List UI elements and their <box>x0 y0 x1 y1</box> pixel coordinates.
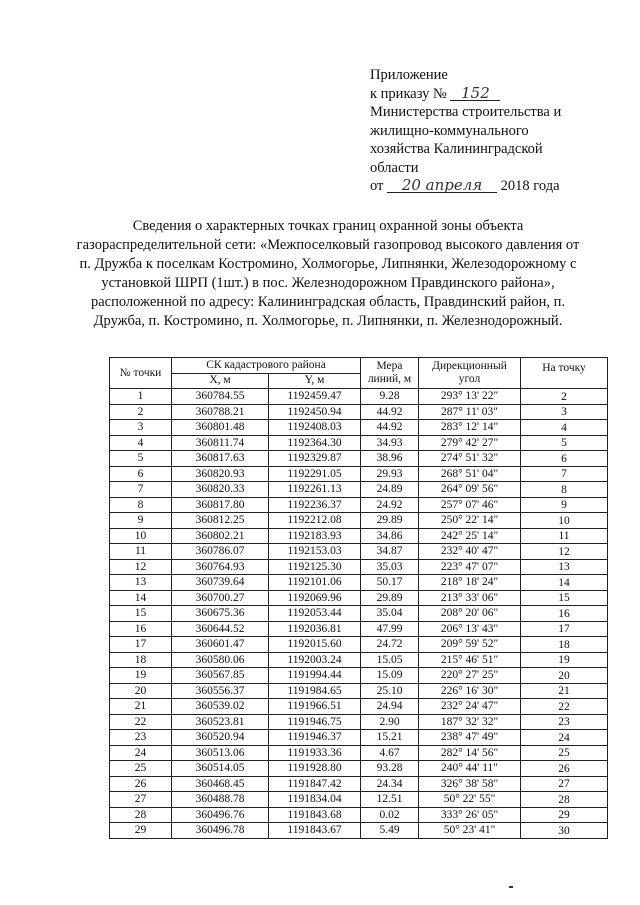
cell-y: 1192291.05 <box>269 466 361 482</box>
table-body <box>110 389 608 839</box>
table-row <box>110 482 608 498</box>
cell-point-number: 14 <box>110 590 172 606</box>
cell-line-length: 29.89 <box>361 513 419 529</box>
cell-y: 1191843.68 <box>269 807 361 823</box>
cell-direction-angle: 220° 27' 25" <box>419 668 521 684</box>
cell-line-length: 24.72 <box>361 637 419 653</box>
cell-direction-angle: 257° 07' 46" <box>419 497 521 513</box>
cell-direction-angle: 238° 47' 49" <box>419 730 521 746</box>
cell-point-number: 23 <box>110 730 172 746</box>
table-row <box>110 683 608 699</box>
cell-point-number: 25 <box>110 761 172 777</box>
cell-x: 360784.55 <box>172 389 269 405</box>
document-heading: Сведения о характерных точках границ охранной зоны объекта газораспределительной сети: «Межпоселковый газопровод высокого давления от п. Дружба к поселкам Костромино, Холмогорье, Липнянки, Железодорожному с установкой ШРП (1шт.) в пос. Железнодорожном Правдинского района», расположенной по адресу: Калининградская область, Правдинский район, п. Дружба, п. Костромино, п. Холмогорье, п. Липнянки, п. Железнодорожный. <box>76 218 580 329</box>
cell-point-number: 24 <box>110 745 172 761</box>
cell-line-length: 44.92 <box>361 420 419 436</box>
cell-line-length: 93.28 <box>361 761 419 777</box>
cell-point-number: 13 <box>110 575 172 591</box>
cell-to-point: 10 <box>521 513 608 529</box>
cell-y: 1192459.47 <box>269 389 361 405</box>
boundary-points-table <box>109 357 608 839</box>
cell-point-number: 2 <box>110 404 172 420</box>
cell-point-number: 10 <box>110 528 172 544</box>
table-row <box>110 714 608 730</box>
table-row <box>110 761 608 777</box>
cell-to-point: 16 <box>521 606 608 622</box>
cell-x: 360488.78 <box>172 792 269 808</box>
cell-point-number: 29 <box>110 823 172 839</box>
cell-to-point: 28 <box>521 792 608 808</box>
cell-x: 360523.81 <box>172 714 269 730</box>
cell-to-point: 27 <box>521 776 608 792</box>
cell-direction-angle: 206° 13' 43" <box>419 621 521 637</box>
cell-to-point: 26 <box>521 761 608 777</box>
cell-line-length: 5.49 <box>361 823 419 839</box>
cell-point-number: 16 <box>110 621 172 637</box>
cell-x: 360788.21 <box>172 404 269 420</box>
cell-y: 1191843.67 <box>269 823 361 839</box>
cell-y: 1192408.03 <box>269 420 361 436</box>
table-row <box>110 435 608 451</box>
cell-point-number: 19 <box>110 668 172 684</box>
cell-direction-angle: 226° 16' 30" <box>419 683 521 699</box>
cell-line-length: 12.51 <box>361 792 419 808</box>
cell-y: 1192153.03 <box>269 544 361 560</box>
cell-direction-angle: 187° 32' 32" <box>419 714 521 730</box>
cell-point-number: 20 <box>110 683 172 699</box>
order-prefix: к приказу № <box>370 85 447 102</box>
header-coordinate-system: СК кадастрового района <box>172 358 361 374</box>
table-row <box>110 497 608 513</box>
cell-direction-angle: 287° 11' 03" <box>419 404 521 420</box>
date-suffix: 2018 года <box>500 178 560 194</box>
cell-to-point: 29 <box>521 807 608 823</box>
cell-point-number: 27 <box>110 792 172 808</box>
cell-direction-angle: 218° 18' 24" <box>419 575 521 591</box>
cell-direction-angle: 223° 47' 07" <box>419 559 521 575</box>
cell-y: 1192069.96 <box>269 590 361 606</box>
cell-x: 360556.37 <box>172 683 269 699</box>
appendix-title: Приложение <box>370 67 448 83</box>
cell-x: 360496.76 <box>172 807 269 823</box>
appendix-block <box>370 66 620 196</box>
cell-direction-angle: 242° 25' 14" <box>419 528 521 544</box>
table-row <box>110 544 608 560</box>
cell-x: 360580.06 <box>172 652 269 668</box>
cell-line-length: 29.89 <box>361 590 419 606</box>
order-number-handwritten: 152 <box>450 86 500 101</box>
scan-mark <box>509 886 513 888</box>
table-row <box>110 590 608 606</box>
cell-to-point: 25 <box>521 745 608 761</box>
table-row <box>110 389 608 405</box>
cell-x: 360567.85 <box>172 668 269 684</box>
cell-point-number: 18 <box>110 652 172 668</box>
cell-to-point: 22 <box>521 699 608 715</box>
cell-line-length: 24.92 <box>361 497 419 513</box>
table-row <box>110 807 608 823</box>
cell-line-length: 34.87 <box>361 544 419 560</box>
cell-direction-angle: 264° 09' 56" <box>419 482 521 498</box>
cell-to-point: 23 <box>521 714 608 730</box>
table-row <box>110 451 608 467</box>
ministry-line-2: жилищно-коммунального <box>370 122 529 139</box>
cell-y: 1191834.04 <box>269 792 361 808</box>
cell-line-length: 15.05 <box>361 652 419 668</box>
cell-y: 1192261.13 <box>269 482 361 498</box>
cell-line-length: 0.02 <box>361 807 419 823</box>
cell-point-number: 3 <box>110 420 172 436</box>
cell-line-length: 47.99 <box>361 621 419 637</box>
cell-point-number: 22 <box>110 714 172 730</box>
cell-to-point: 17 <box>521 621 608 637</box>
cell-direction-angle: 283° 12' 14" <box>419 420 521 436</box>
cell-y: 1191946.37 <box>269 730 361 746</box>
table-row <box>110 652 608 668</box>
cell-line-length: 38.96 <box>361 451 419 467</box>
cell-x: 360513.06 <box>172 745 269 761</box>
cell-y: 1192212.08 <box>269 513 361 529</box>
cell-direction-angle: 282° 14' 56" <box>419 745 521 761</box>
cell-line-length: 2.90 <box>361 714 419 730</box>
cell-point-number: 17 <box>110 637 172 653</box>
cell-y: 1192053.44 <box>269 606 361 622</box>
cell-to-point: 18 <box>521 637 608 653</box>
cell-x: 360520.94 <box>172 730 269 746</box>
cell-x: 360801.48 <box>172 420 269 436</box>
cell-x: 360786.07 <box>172 544 269 560</box>
cell-x: 360817.63 <box>172 451 269 467</box>
cell-y: 1192101.06 <box>269 575 361 591</box>
date-prefix: от <box>370 178 384 194</box>
cell-y: 1192364.30 <box>269 435 361 451</box>
header-y: Y, м <box>269 373 361 389</box>
cell-y: 1191966.51 <box>269 699 361 715</box>
cell-x: 360802.21 <box>172 528 269 544</box>
cell-line-length: 15.21 <box>361 730 419 746</box>
order-date-line <box>370 177 620 196</box>
cell-x: 360700.27 <box>172 590 269 606</box>
cell-y: 1191928.80 <box>269 761 361 777</box>
cell-to-point: 12 <box>521 544 608 560</box>
cell-line-length: 35.04 <box>361 606 419 622</box>
cell-to-point: 9 <box>521 497 608 513</box>
cell-y: 1191847.42 <box>269 776 361 792</box>
cell-direction-angle: 209° 59' 52" <box>419 637 521 653</box>
cell-to-point: 13 <box>521 559 608 575</box>
cell-to-point: 20 <box>521 668 608 684</box>
cell-point-number: 12 <box>110 559 172 575</box>
cell-to-point: 21 <box>521 683 608 699</box>
cell-direction-angle: 215° 46' 51" <box>419 652 521 668</box>
cell-line-length: 34.93 <box>361 435 419 451</box>
cell-point-number: 4 <box>110 435 172 451</box>
cell-to-point: 6 <box>521 451 608 467</box>
table-row <box>110 823 608 839</box>
cell-x: 360739.64 <box>172 575 269 591</box>
cell-to-point: 3 <box>521 404 608 420</box>
cell-x: 360468.45 <box>172 776 269 792</box>
header-direction-angle: Дирекционный угол <box>419 358 521 389</box>
table-row <box>110 466 608 482</box>
cell-direction-angle: 326° 38' 58" <box>419 776 521 792</box>
cell-direction-angle: 268° 51' 04" <box>419 466 521 482</box>
header-to-point: На точку <box>521 358 608 389</box>
cell-to-point: 5 <box>521 435 608 451</box>
table-row <box>110 792 608 808</box>
cell-y: 1192329.87 <box>269 451 361 467</box>
cell-line-length: 15.09 <box>361 668 419 684</box>
cell-point-number: 5 <box>110 451 172 467</box>
cell-to-point: 4 <box>521 420 608 436</box>
cell-direction-angle: 333° 26' 05" <box>419 807 521 823</box>
cell-line-length: 34.86 <box>361 528 419 544</box>
cell-x: 360820.33 <box>172 482 269 498</box>
cell-direction-angle: 232° 40' 47" <box>419 544 521 560</box>
cell-y: 1192015.60 <box>269 637 361 653</box>
cell-line-length: 9.28 <box>361 389 419 405</box>
cell-x: 360817.80 <box>172 497 269 513</box>
cell-y: 1191984.65 <box>269 683 361 699</box>
cell-y: 1192036.81 <box>269 621 361 637</box>
cell-y: 1192003.24 <box>269 652 361 668</box>
cell-direction-angle: 208° 20' 06" <box>419 606 521 622</box>
cell-y: 1191933.36 <box>269 745 361 761</box>
cell-direction-angle: 250° 22' 14" <box>419 513 521 529</box>
cell-line-length: 29.93 <box>361 466 419 482</box>
table-row <box>110 513 608 529</box>
cell-line-length: 50.17 <box>361 575 419 591</box>
cell-line-length: 44.92 <box>361 404 419 420</box>
order-number-line <box>370 85 620 104</box>
cell-y: 1191994.44 <box>269 668 361 684</box>
cell-point-number: 1 <box>110 389 172 405</box>
cell-to-point: 11 <box>521 528 608 544</box>
table-row <box>110 745 608 761</box>
cell-direction-angle: 232° 24' 47" <box>419 699 521 715</box>
table-row <box>110 575 608 591</box>
cell-line-length: 25.10 <box>361 683 419 699</box>
header-x: X, м <box>172 373 269 389</box>
cell-to-point: 7 <box>521 466 608 482</box>
cell-line-length: 24.94 <box>361 699 419 715</box>
cell-x: 360539.02 <box>172 699 269 715</box>
cell-direction-angle: 274° 51' 32" <box>419 451 521 467</box>
cell-x: 360812.25 <box>172 513 269 529</box>
cell-x: 360675.36 <box>172 606 269 622</box>
cell-y: 1192125.30 <box>269 559 361 575</box>
cell-to-point: 8 <box>521 482 608 498</box>
table-row <box>110 637 608 653</box>
cell-x: 360644.52 <box>172 621 269 637</box>
table-row <box>110 621 608 637</box>
cell-direction-angle: 50° 23' 41" <box>419 823 521 839</box>
table-row <box>110 776 608 792</box>
cell-to-point: 19 <box>521 652 608 668</box>
cell-direction-angle: 240° 44' 11" <box>419 761 521 777</box>
cell-direction-angle: 50° 22' 55" <box>419 792 521 808</box>
table-row <box>110 606 608 622</box>
cell-x: 360820.93 <box>172 466 269 482</box>
cell-to-point: 24 <box>521 730 608 746</box>
cell-line-length: 24.34 <box>361 776 419 792</box>
cell-point-number: 7 <box>110 482 172 498</box>
table-row <box>110 559 608 575</box>
cell-y: 1192450.94 <box>269 404 361 420</box>
cell-to-point: 30 <box>521 823 608 839</box>
cell-to-point: 14 <box>521 575 608 591</box>
table-row <box>110 699 608 715</box>
cell-point-number: 21 <box>110 699 172 715</box>
cell-direction-angle: 213° 33' 06" <box>419 590 521 606</box>
cell-x: 360496.78 <box>172 823 269 839</box>
cell-line-length: 35.03 <box>361 559 419 575</box>
cell-x: 360764.93 <box>172 559 269 575</box>
cell-y: 1192183.93 <box>269 528 361 544</box>
cell-y: 1192236.37 <box>269 497 361 513</box>
cell-x: 360811.74 <box>172 435 269 451</box>
ministry-line-3: хозяйства Калининградской <box>370 141 543 157</box>
ministry-line-1: Министерства строительства и <box>370 104 562 120</box>
cell-direction-angle: 293° 13' 22" <box>419 389 521 405</box>
table-row <box>110 730 608 746</box>
header-line-length: Мера линий, м <box>361 358 419 389</box>
cell-point-number: 6 <box>110 466 172 482</box>
cell-to-point: 2 <box>521 389 608 405</box>
table-row <box>110 420 608 436</box>
cell-point-number: 11 <box>110 544 172 560</box>
cell-point-number: 9 <box>110 513 172 529</box>
cell-point-number: 26 <box>110 776 172 792</box>
cell-direction-angle: 279° 42' 27" <box>419 435 521 451</box>
header-point: № точки <box>110 358 172 389</box>
ministry-line-4: области <box>370 159 419 176</box>
date-handwritten: 20 апреля <box>387 178 497 193</box>
table-row <box>110 528 608 544</box>
cell-y: 1191946.75 <box>269 714 361 730</box>
cell-point-number: 15 <box>110 606 172 622</box>
cell-x: 360514.05 <box>172 761 269 777</box>
cell-x: 360601.47 <box>172 637 269 653</box>
cell-point-number: 8 <box>110 497 172 513</box>
cell-point-number: 28 <box>110 807 172 823</box>
table-row <box>110 404 608 420</box>
cell-to-point: 15 <box>521 590 608 606</box>
cell-line-length: 4.67 <box>361 745 419 761</box>
cell-line-length: 24.89 <box>361 482 419 498</box>
table-row <box>110 668 608 684</box>
